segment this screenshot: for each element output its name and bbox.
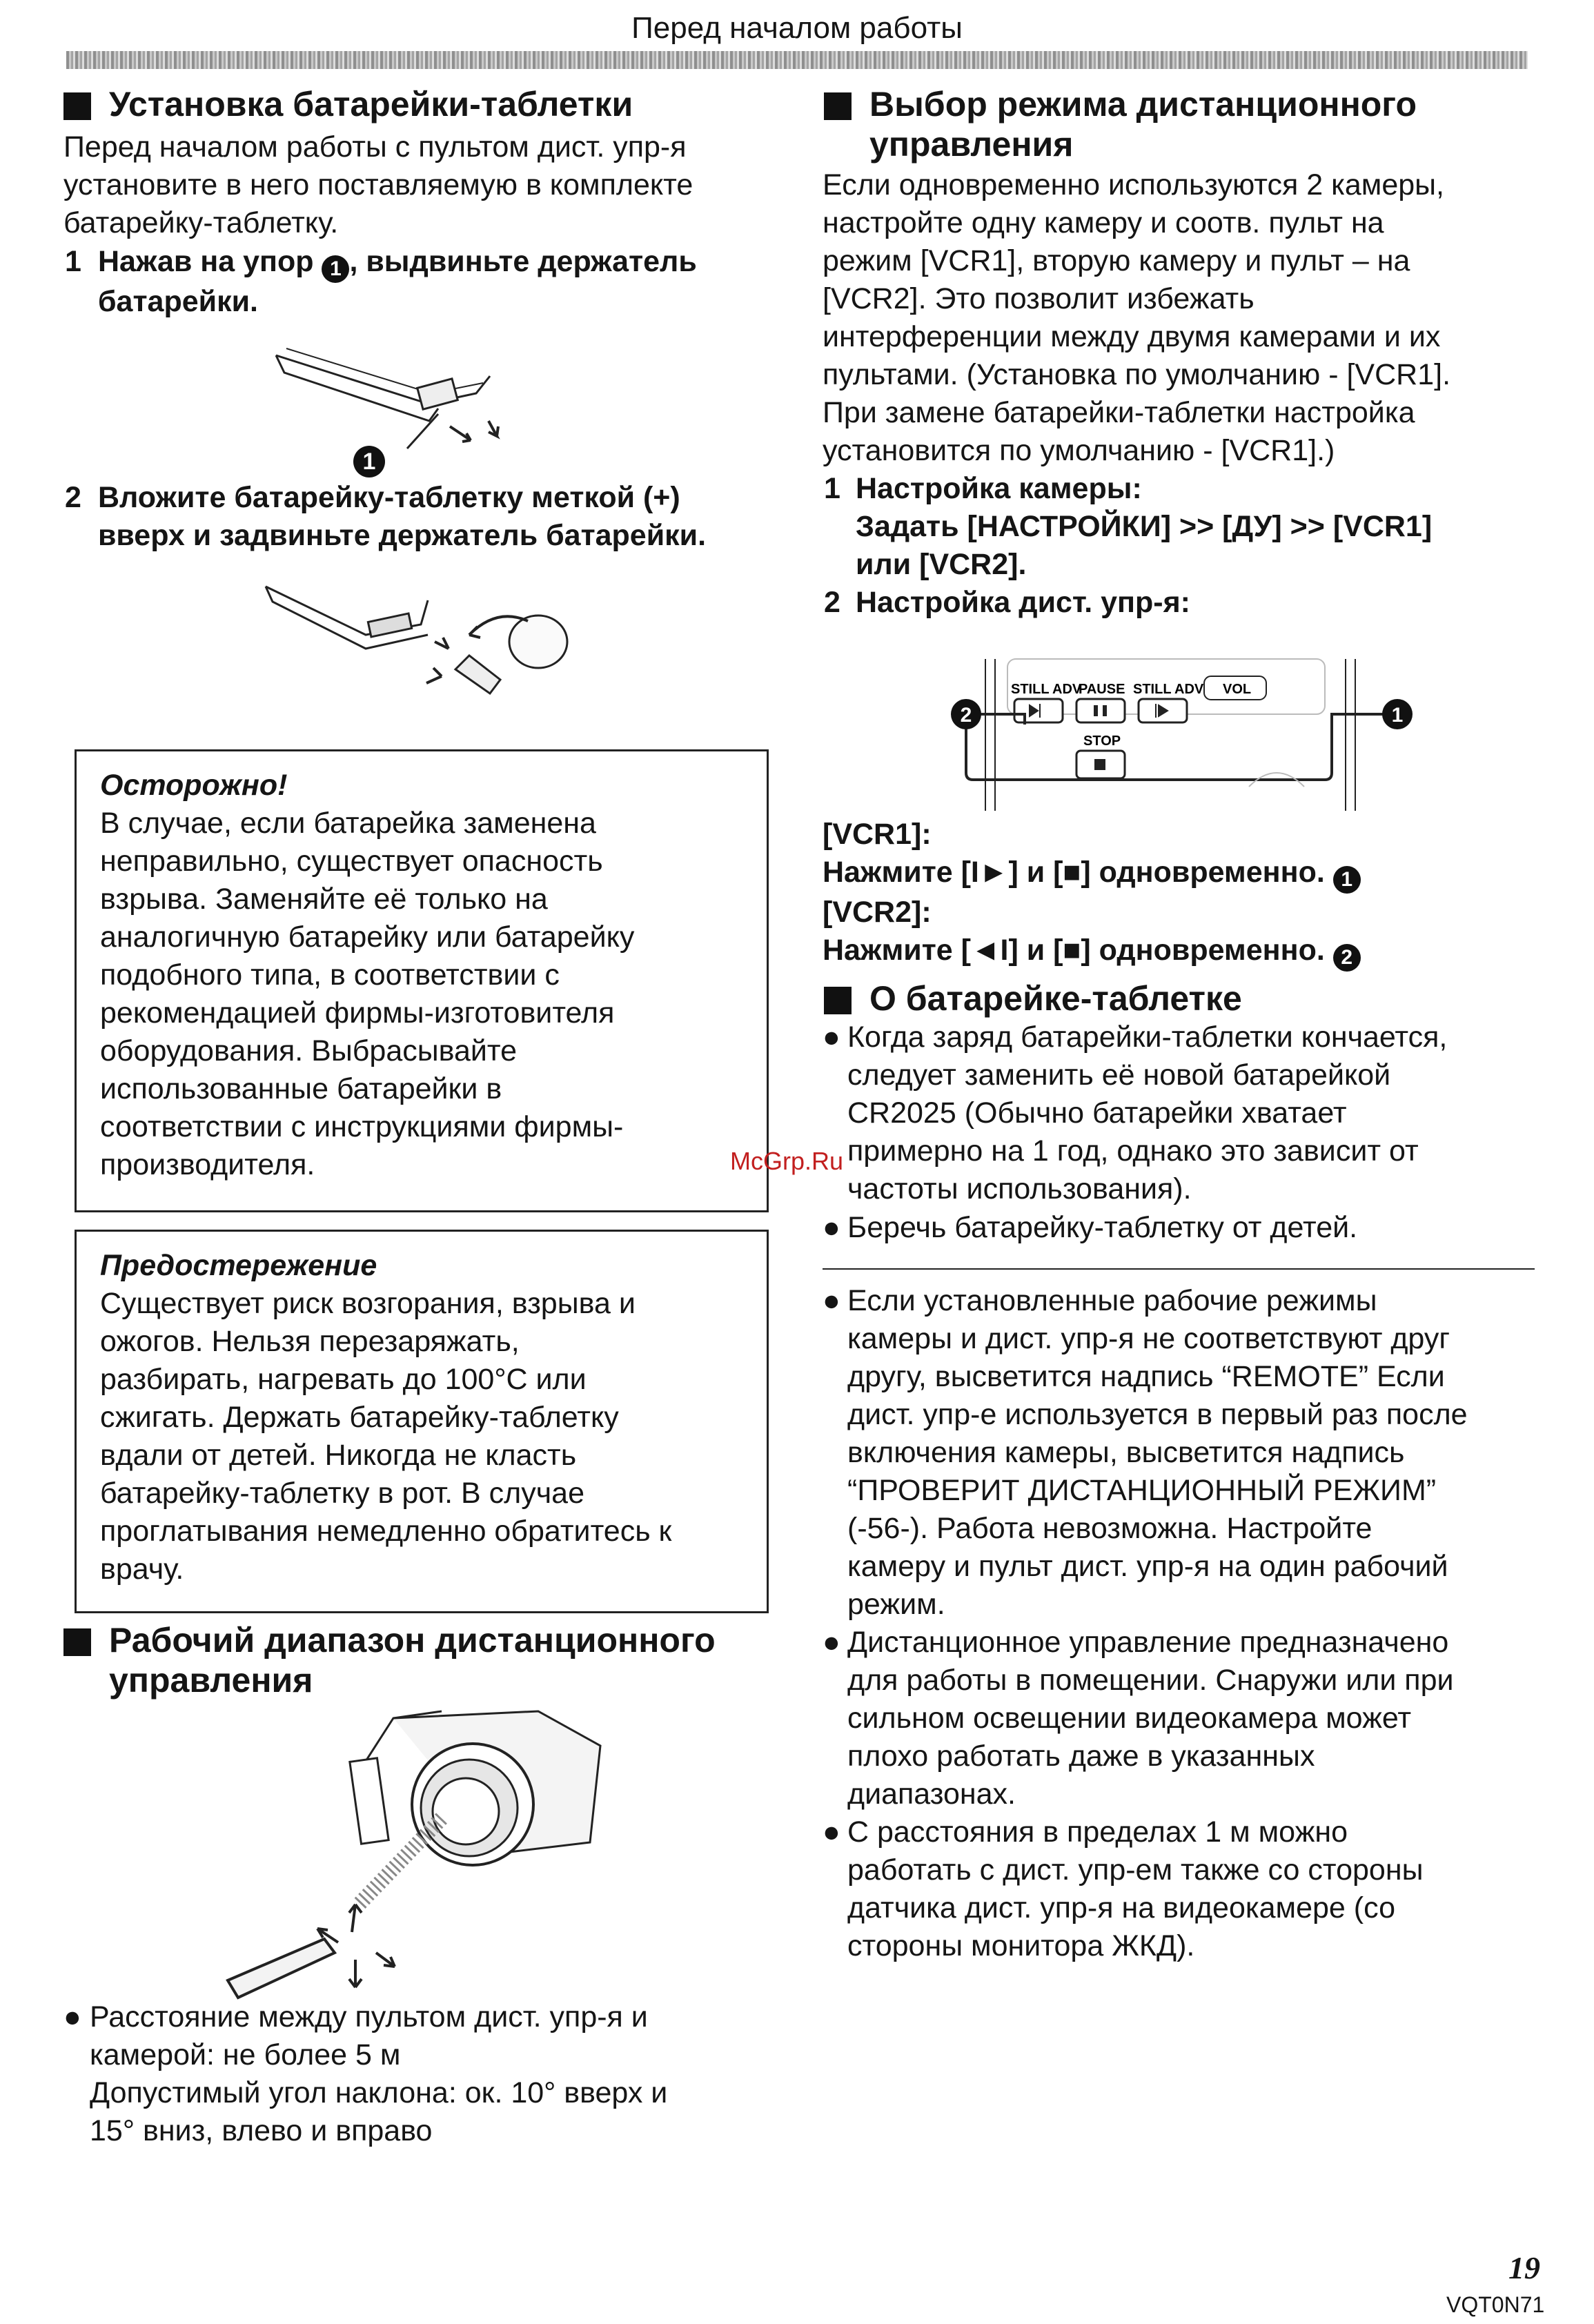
step-number: 1 (65, 245, 81, 278)
stop-label: STOP (1083, 733, 1121, 749)
warning-title: Предостережение (100, 1249, 377, 1282)
mode-step-2: Настройка дист. упр-я: (856, 586, 1190, 619)
header-band (66, 51, 1528, 69)
section-title-range: Рабочий диапазон дистанционного управления (62, 1620, 840, 1700)
note-bullet-3: ● С расстояния в пределах 1 м можно работать с дист. упр-ем также со стороны датчика дист. упр-я на видеокамере (со стороны монитора ЖКД). (823, 1815, 1424, 1962)
still-adv-left-label: STILL ADV (1011, 682, 1082, 697)
page-number: 19 (1508, 2250, 1540, 2285)
warning-box (75, 1230, 769, 1613)
watermark: McGrp.Ru (730, 1147, 844, 1175)
mode-step-1: Настройка камеры: Задать [НАСТРОЙКИ] >> [ДУ] >> [VCR1] или [VCR2]. (856, 472, 1433, 581)
section-square-icon (824, 987, 852, 1014)
marker-1-icon: 1 (1391, 704, 1404, 727)
step-number: 2 (65, 481, 81, 514)
vol-label: VOL (1223, 682, 1252, 697)
camera-remote-figure (214, 1704, 642, 2022)
divider (823, 1268, 1535, 1270)
section-square-icon (63, 1628, 91, 1656)
note-bullet-2: ● Дистанционное управление предназначено для работы в помещении. Снаружи или при сильном освещении видеокамера может плохо работать даже в указанных диапазонах. (823, 1626, 1454, 1811)
battery-info-bullet-1: ● Когда заряд батарейки-таблетки кончается, следует заменить её новой батарейкой CR2025 (Обычно батарейки хватает примерно на 1 год, однако это зависит от частоты использования). (823, 1021, 1448, 1205)
caution-box (75, 749, 769, 1212)
mode-select-intro: Если одновременно используются 2 камеры, настройте одну камеру и соотв. пульт на режим [VCR1], вторую камеру и пульт – на [VCR2]. Это позволит избежать интерференции между двумя камерами и их пультами. (Установка по умолчанию - [VCR1]. При замене батарейки-таблетки настройка установится по умолчанию - [VCR1].) (823, 168, 1451, 467)
document-code: VQT0N71 (1446, 2292, 1545, 2317)
step-number: 1 (824, 472, 840, 505)
caution-title: Осторожно! (100, 769, 288, 802)
still-adv-right-label: STILL ADV (1133, 682, 1204, 697)
battery-holder-figure (269, 345, 504, 490)
caution-text: В случае, если батарейка заменена неправильно, существует опасность взрыва. Заменяйте её только на аналогичную батарейку или батарейку подобного типа, в соответствии с рекомендацией фирмы-изготовителя оборудования. Выбрасывайте использованные батарейки в соответствии с инструкциями фирмы- производителя. (100, 807, 635, 1181)
marker-2-icon: 2 (960, 704, 972, 727)
pause-label: PAUSE (1079, 682, 1125, 697)
battery-insert-figure (262, 580, 580, 718)
page-header: Перед началом работы (631, 11, 963, 45)
battery-install-intro: Перед началом работы с пультом дист. упр-я установите в него поставляемую в комплекте батарейку-таблетку. (63, 130, 693, 239)
vcr-instructions: [VCR1]: Нажмите [I►] и [■] одновременно. 1 [VCR2]: Нажмите [◄I] и [■] одновременно. 2 (823, 816, 1554, 972)
remote-buttons-figure (945, 656, 1428, 814)
marker-1-icon: 1 (322, 255, 349, 283)
section-square-icon (63, 92, 91, 120)
warning-text: Существует риск возгорания, взрыва и ожогов. Нельзя перезаряжать, разбирать, нагревать до 100°C или сжигать. Держать батарейку-таблетку вдали от детей. Никогда не класть батарейку-таблетку в рот. В случае проглатывания немедленно обратитесь к врачу. (100, 1287, 672, 1586)
pause-button (1076, 699, 1125, 722)
marker-2-icon: 2 (1333, 944, 1361, 972)
section-title-battery-info: О батарейке-таблетке (823, 978, 1594, 1018)
battery-step-2: Вложите батарейку-таблетку меткой (+) вверх и задвиньте держатель батарейки. (98, 481, 707, 552)
battery-step-1: Нажав на упор 1 , выдвиньте держатель батарейки. (98, 245, 697, 318)
section-title-battery-install: Установка батарейки-таблетки (62, 84, 820, 124)
section-title-mode-select: Выбор режима дистанционного управления (823, 84, 1594, 164)
note-bullet-1: ● Если установленные рабочие режимы камеры и дист. упр-я не соответствуют друг другу, высветится надпись “REMOTE” Если дист. упр-е используется в первый раз после включения камеры, высветится надпись “ПРОВЕРИТ ДИСТАНЦИОННЫЙ РЕЖИМ” (-56-). Работа невозможна. Настройте камеру и пульт дист. упр-я на один рабочий режим. (823, 1284, 1468, 1621)
range-bullet: ● Расстояние между пультом дист. упр-я и камерой: не более 5 м Допустимый угол наклона: ок. 10° вверх и 15° вниз, влево и вправо (63, 2000, 668, 2147)
marker-1-icon: 1 (1333, 866, 1361, 894)
battery-info-bullet-2: ● Беречь батарейку-таблетку от детей. (823, 1211, 1358, 1244)
section-square-icon (824, 92, 852, 120)
step-number: 2 (824, 586, 840, 619)
marker-1-icon: 1 (353, 446, 385, 477)
